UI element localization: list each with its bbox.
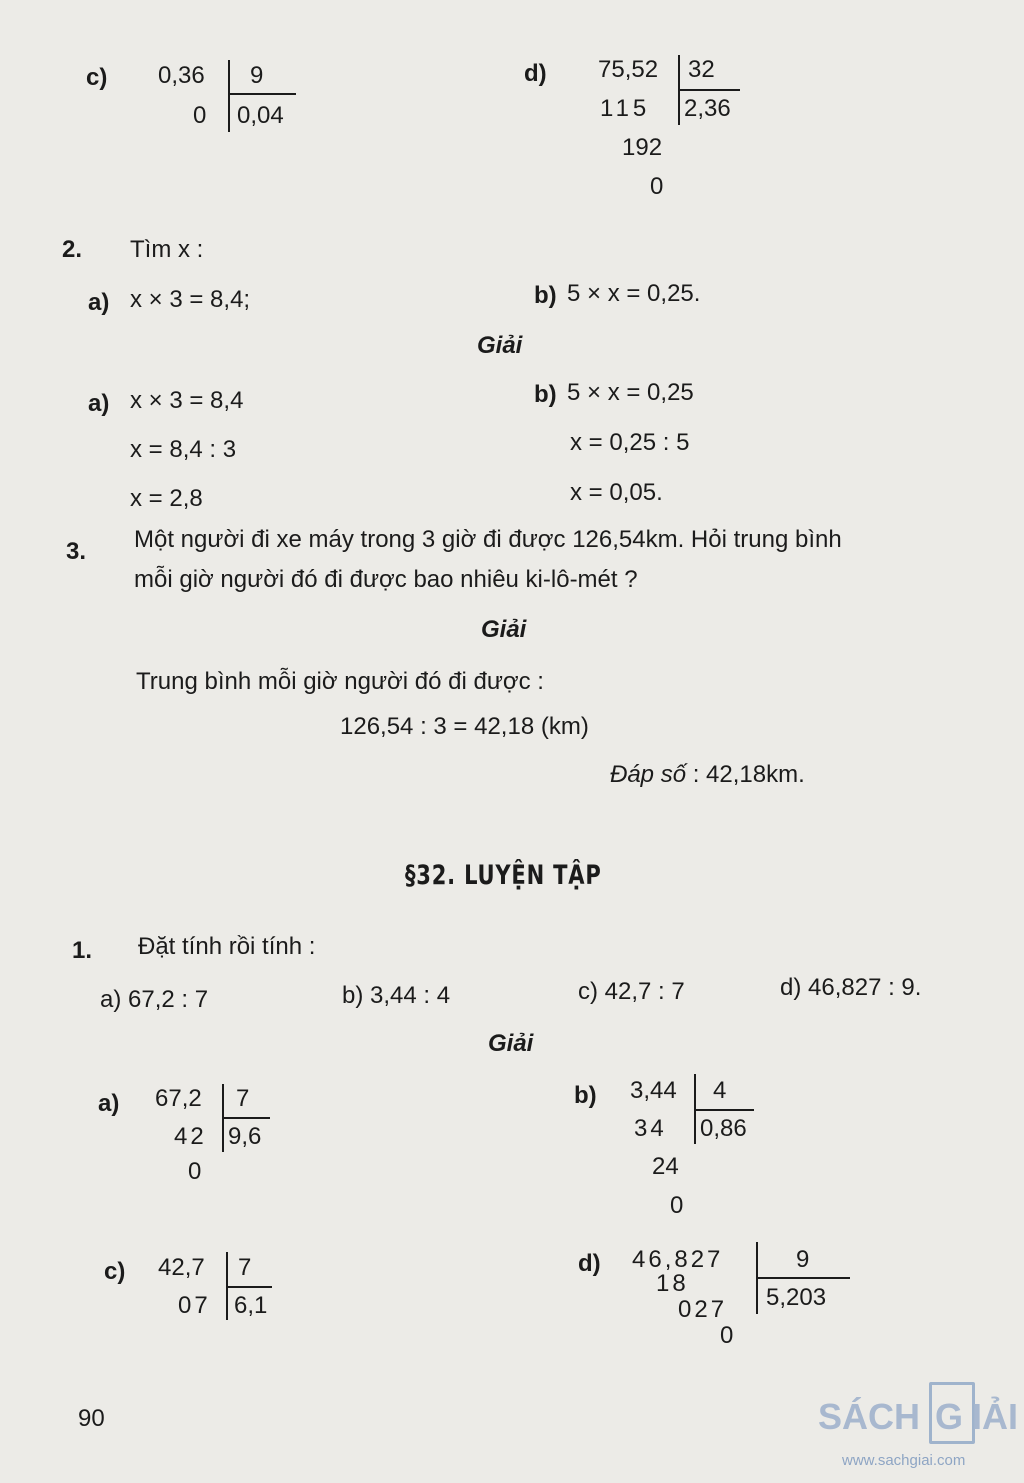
top-c-division-bar (228, 60, 230, 132)
ex1-d-divisor: 9 (796, 1246, 810, 1273)
ex1-a-dividend: 67,2 (155, 1085, 202, 1112)
ex1-d-label: d) (578, 1250, 601, 1277)
ex1-c-divisor: 7 (238, 1254, 252, 1281)
top-d-step2: 192 (622, 134, 663, 161)
ex1-c-quotient-line (226, 1286, 272, 1288)
top-d-dividend: 75,52 (598, 56, 659, 83)
top-d-divisor: 32 (688, 56, 715, 83)
section-title: §32. LUYỆN TẬP (405, 860, 602, 891)
top-c-remainder: 0 (193, 102, 207, 129)
page-number: 90 (78, 1405, 105, 1432)
ex1-c-quotient: 6,1 (234, 1292, 268, 1319)
ex3-sol-line1: Trung bình mỗi giờ người đó đi được : (136, 668, 544, 695)
top-c-dividend: 0,36 (158, 62, 205, 89)
ex2-sol-a-line1: x × 3 = 8,4 (130, 387, 244, 414)
ex2-a-text: x × 3 = 8,4; (130, 286, 251, 313)
ex1-a-label: a) (98, 1090, 120, 1117)
top-d-quotient: 2,36 (684, 95, 731, 122)
ex1-a-remainder: 0 (188, 1158, 202, 1185)
ex1-b-label: b) (574, 1082, 597, 1109)
top-d-quotient-line (678, 89, 740, 91)
ex2-sol-b-line3: x = 0,05. (570, 479, 663, 506)
ex2-sol-b-label: b) (534, 381, 557, 408)
ex1-b-quotient: 0,86 (700, 1115, 747, 1142)
ex3-sol-line2: 126,54 : 3 = 42,18 (km) (340, 713, 589, 740)
ex1-c-dividend: 42,7 (158, 1254, 205, 1281)
ex3-answer (610, 761, 805, 789)
ex1-b-quotient-line (694, 1109, 754, 1111)
ex1-d-remainder: 0 (720, 1322, 734, 1349)
ex1-item-a: a) 67,2 : 7 (100, 986, 209, 1013)
ex3-solution-title: Giải (481, 616, 527, 643)
ex2-solution-title: Giải (477, 332, 523, 359)
ex1-c-label: c) (104, 1258, 126, 1285)
ex2-prompt: Tìm x : (130, 236, 204, 263)
label-top-d: d) (524, 60, 547, 87)
ex1-prompt: Đặt tính rồi tính : (138, 933, 316, 960)
ex2-sol-b-line1: 5 × x = 0,25 (567, 379, 694, 406)
ex2-sol-a-line2: x = 8,4 : 3 (130, 436, 237, 463)
label-top-c: c) (86, 64, 108, 91)
ex1-d-step2: 027 (678, 1296, 728, 1323)
top-c-divisor: 9 (250, 62, 264, 89)
ex1-d-quotient-line (756, 1277, 850, 1279)
ex1-a-quotient: 9,6 (228, 1123, 262, 1150)
ex3-answer-value: : 42,18km. (692, 761, 805, 788)
ex3-line1: Một người đi xe máy trong 3 giờ đi được 126,54km. Hỏi trung bình (134, 526, 842, 553)
ex1-solution-title: Giải (488, 1030, 534, 1057)
ex2-b-text: 5 × x = 0,25. (567, 280, 701, 307)
ex2-sol-a-line3: x = 2,8 (130, 485, 203, 512)
ex1-b-step1: 34 (634, 1115, 667, 1142)
ex2-sol-a-label: a) (88, 390, 110, 417)
ex1-b-step2: 24 (652, 1153, 679, 1180)
top-c-quotient-line (228, 93, 296, 95)
ex1-c-step1: 07 (178, 1292, 211, 1319)
ex1-item-d: d) 46,827 : 9. (780, 974, 922, 1001)
ex1-d-step1: 18 (656, 1270, 689, 1297)
ex1-d-dividend: 46,827 (632, 1246, 724, 1273)
ex1-b-dividend: 3,44 (630, 1077, 677, 1104)
ex2-a-label: a) (88, 289, 110, 316)
ex1-item-b: b) 3,44 : 4 (342, 982, 451, 1009)
ex1-item-c: c) 42,7 : 7 (578, 978, 685, 1005)
ex1-a-step1: 42 (174, 1123, 207, 1150)
top-d-step1: 115 (600, 95, 651, 122)
watermark-box-letter: G (935, 1396, 964, 1437)
ex2-sol-b-line2: x = 0,25 : 5 (570, 429, 690, 456)
ex1-b-divisor: 4 (713, 1077, 727, 1104)
top-c-quotient: 0,04 (237, 102, 284, 129)
ex3-line2: mỗi giờ người đó đi được bao nhiêu ki-lô-mét ? (134, 566, 638, 593)
ex1-a-quotient-line (222, 1117, 270, 1119)
ex2-number: 2. (62, 236, 83, 263)
top-d-remainder: 0 (650, 173, 664, 200)
ex1-d-quotient: 5,203 (766, 1284, 827, 1311)
ex1-number: 1. (72, 937, 93, 964)
ex2-b-label: b) (534, 282, 557, 309)
ex1-a-divisor: 7 (236, 1085, 250, 1112)
watermark-right: IẢI (972, 1396, 1019, 1437)
ex1-b-remainder: 0 (670, 1192, 684, 1219)
watermark-left: SÁCH (818, 1396, 921, 1437)
ex3-number: 3. (66, 538, 87, 565)
watermark-url: www.sachgiai.com (842, 1452, 966, 1469)
ex3-answer-label: Đáp số (610, 761, 687, 788)
